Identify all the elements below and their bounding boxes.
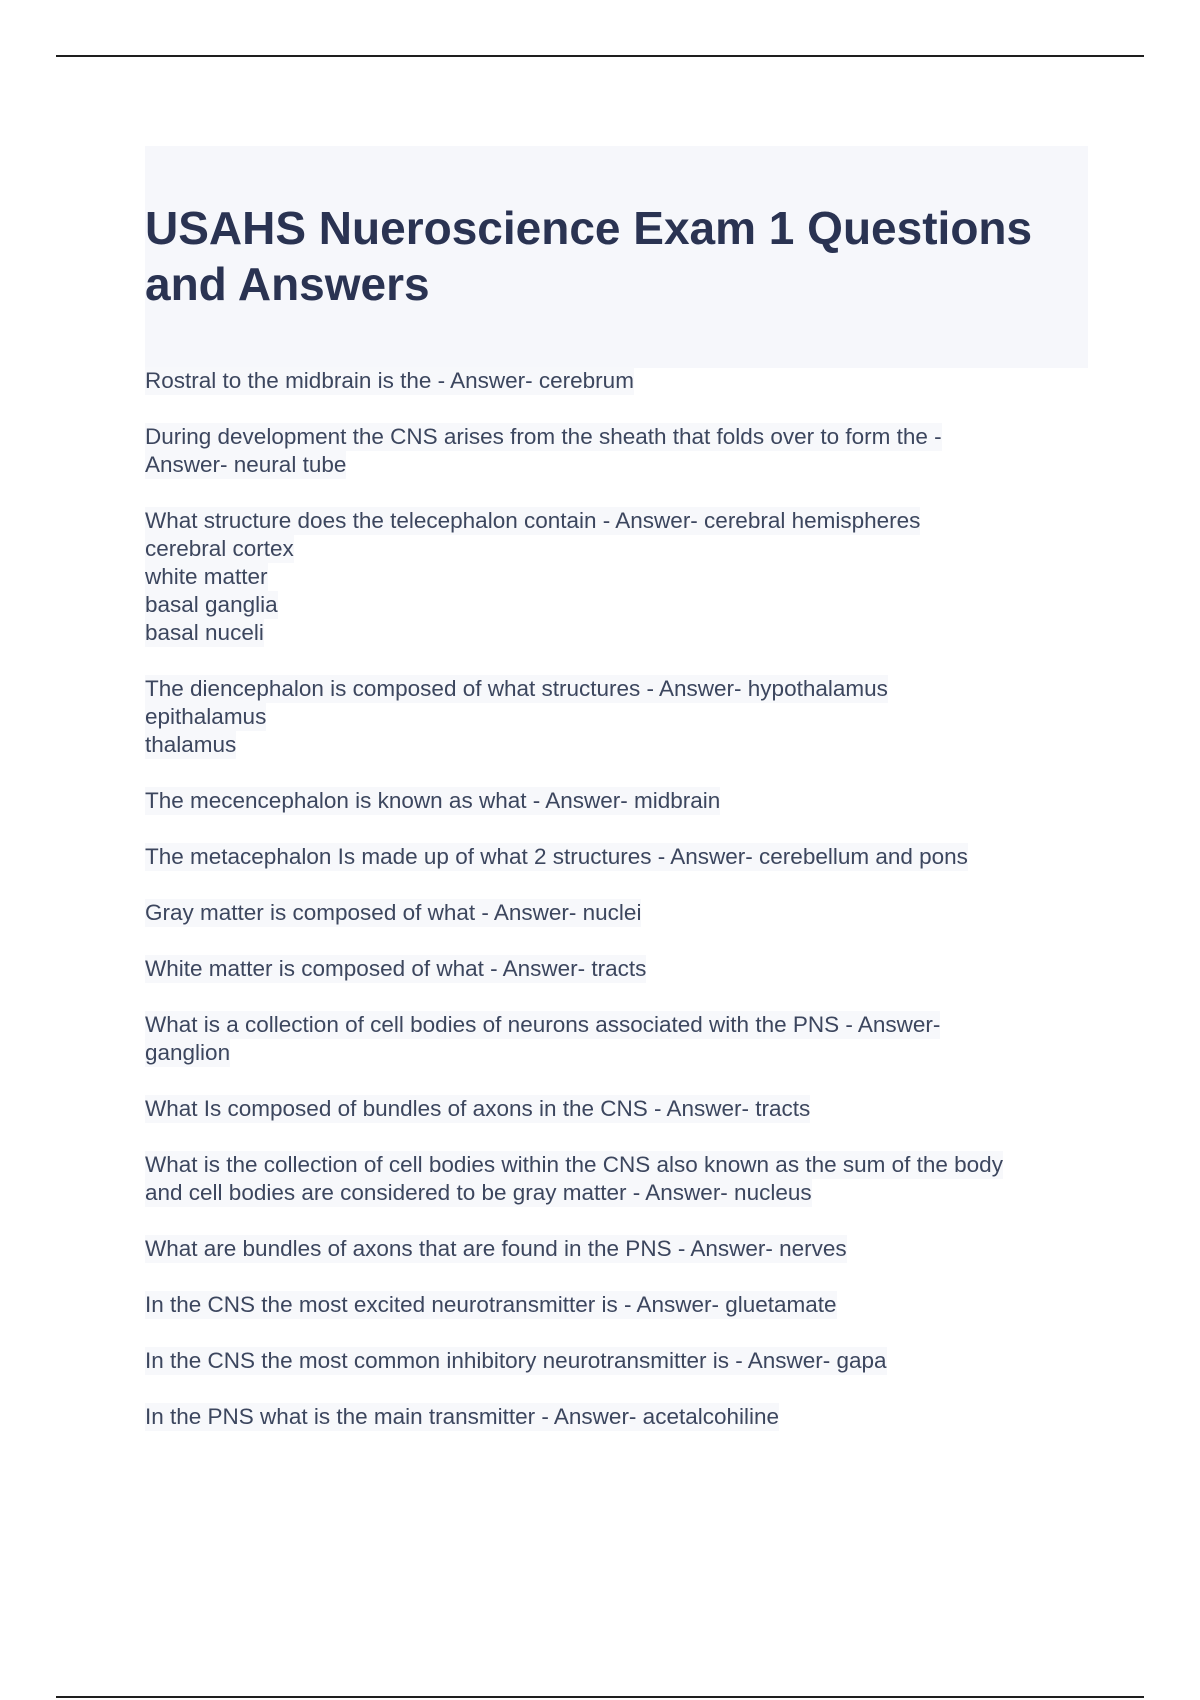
qa-line: thalamus <box>145 732 237 757</box>
qa-entry <box>145 675 1085 759</box>
qa-entry <box>145 843 1085 871</box>
qa-entry <box>145 899 1085 927</box>
qa-line: basal nuceli <box>145 620 264 645</box>
page-title-line: USAHS Nueroscience Exam 1 Questions <box>145 202 1033 254</box>
page-title <box>145 200 1085 312</box>
qa-line: What structure does the telecephalon contain - Answer- cerebral hemispheres <box>145 508 921 533</box>
qa-line: In the CNS the most common inhibitory neurotransmitter is - Answer- gapa <box>145 1348 887 1373</box>
qa-entry <box>145 1095 1085 1123</box>
qa-entry <box>145 1151 1085 1207</box>
qa-list <box>145 367 1085 1459</box>
qa-entry <box>145 367 1085 395</box>
page-title-line: and Answers <box>145 258 430 310</box>
qa-line: Answer- neural tube <box>145 452 347 477</box>
top-rule <box>56 55 1144 57</box>
qa-entry <box>145 507 1085 647</box>
qa-line: basal ganglia <box>145 592 278 617</box>
qa-line: In the PNS what is the main transmitter - Answer- acetalcohiline <box>145 1404 780 1429</box>
qa-line: The diencephalon is composed of what structures - Answer- hypothalamus <box>145 676 888 701</box>
qa-line: Gray matter is composed of what - Answer- nuclei <box>145 900 642 925</box>
qa-line: What are bundles of axons that are found in the PNS - Answer- nerves <box>145 1236 847 1261</box>
qa-line: What is the collection of cell bodies within the CNS also known as the sum of the body <box>145 1152 1003 1177</box>
qa-line: During development the CNS arises from the sheath that folds over to form the - <box>145 424 942 449</box>
qa-line: cerebral cortex <box>145 536 294 561</box>
qa-entry <box>145 423 1085 479</box>
qa-line: ganglion <box>145 1040 231 1065</box>
qa-entry <box>145 1011 1085 1067</box>
qa-line: What is a collection of cell bodies of neurons associated with the PNS - Answer- <box>145 1012 941 1037</box>
qa-line: white matter <box>145 564 268 589</box>
bottom-rule <box>56 1696 1144 1698</box>
qa-line: and cell bodies are considered to be gray matter - Answer- nucleus <box>145 1180 812 1205</box>
qa-line: The metacephalon Is made up of what 2 structures - Answer- cerebellum and pons <box>145 844 968 869</box>
qa-line: White matter is composed of what - Answer- tracts <box>145 956 647 981</box>
qa-line: What Is composed of bundles of axons in the CNS - Answer- tracts <box>145 1096 811 1121</box>
qa-line: In the CNS the most excited neurotransmitter is - Answer- gluetamate <box>145 1292 837 1317</box>
qa-entry <box>145 1347 1085 1375</box>
qa-entry <box>145 1291 1085 1319</box>
qa-entry <box>145 955 1085 983</box>
qa-entry <box>145 787 1085 815</box>
qa-entry <box>145 1235 1085 1263</box>
qa-line: Rostral to the midbrain is the - Answer- cerebrum <box>145 368 634 393</box>
qa-line: epithalamus <box>145 704 267 729</box>
qa-line: The mecencephalon is known as what - Answer- midbrain <box>145 788 721 813</box>
qa-entry <box>145 1403 1085 1431</box>
